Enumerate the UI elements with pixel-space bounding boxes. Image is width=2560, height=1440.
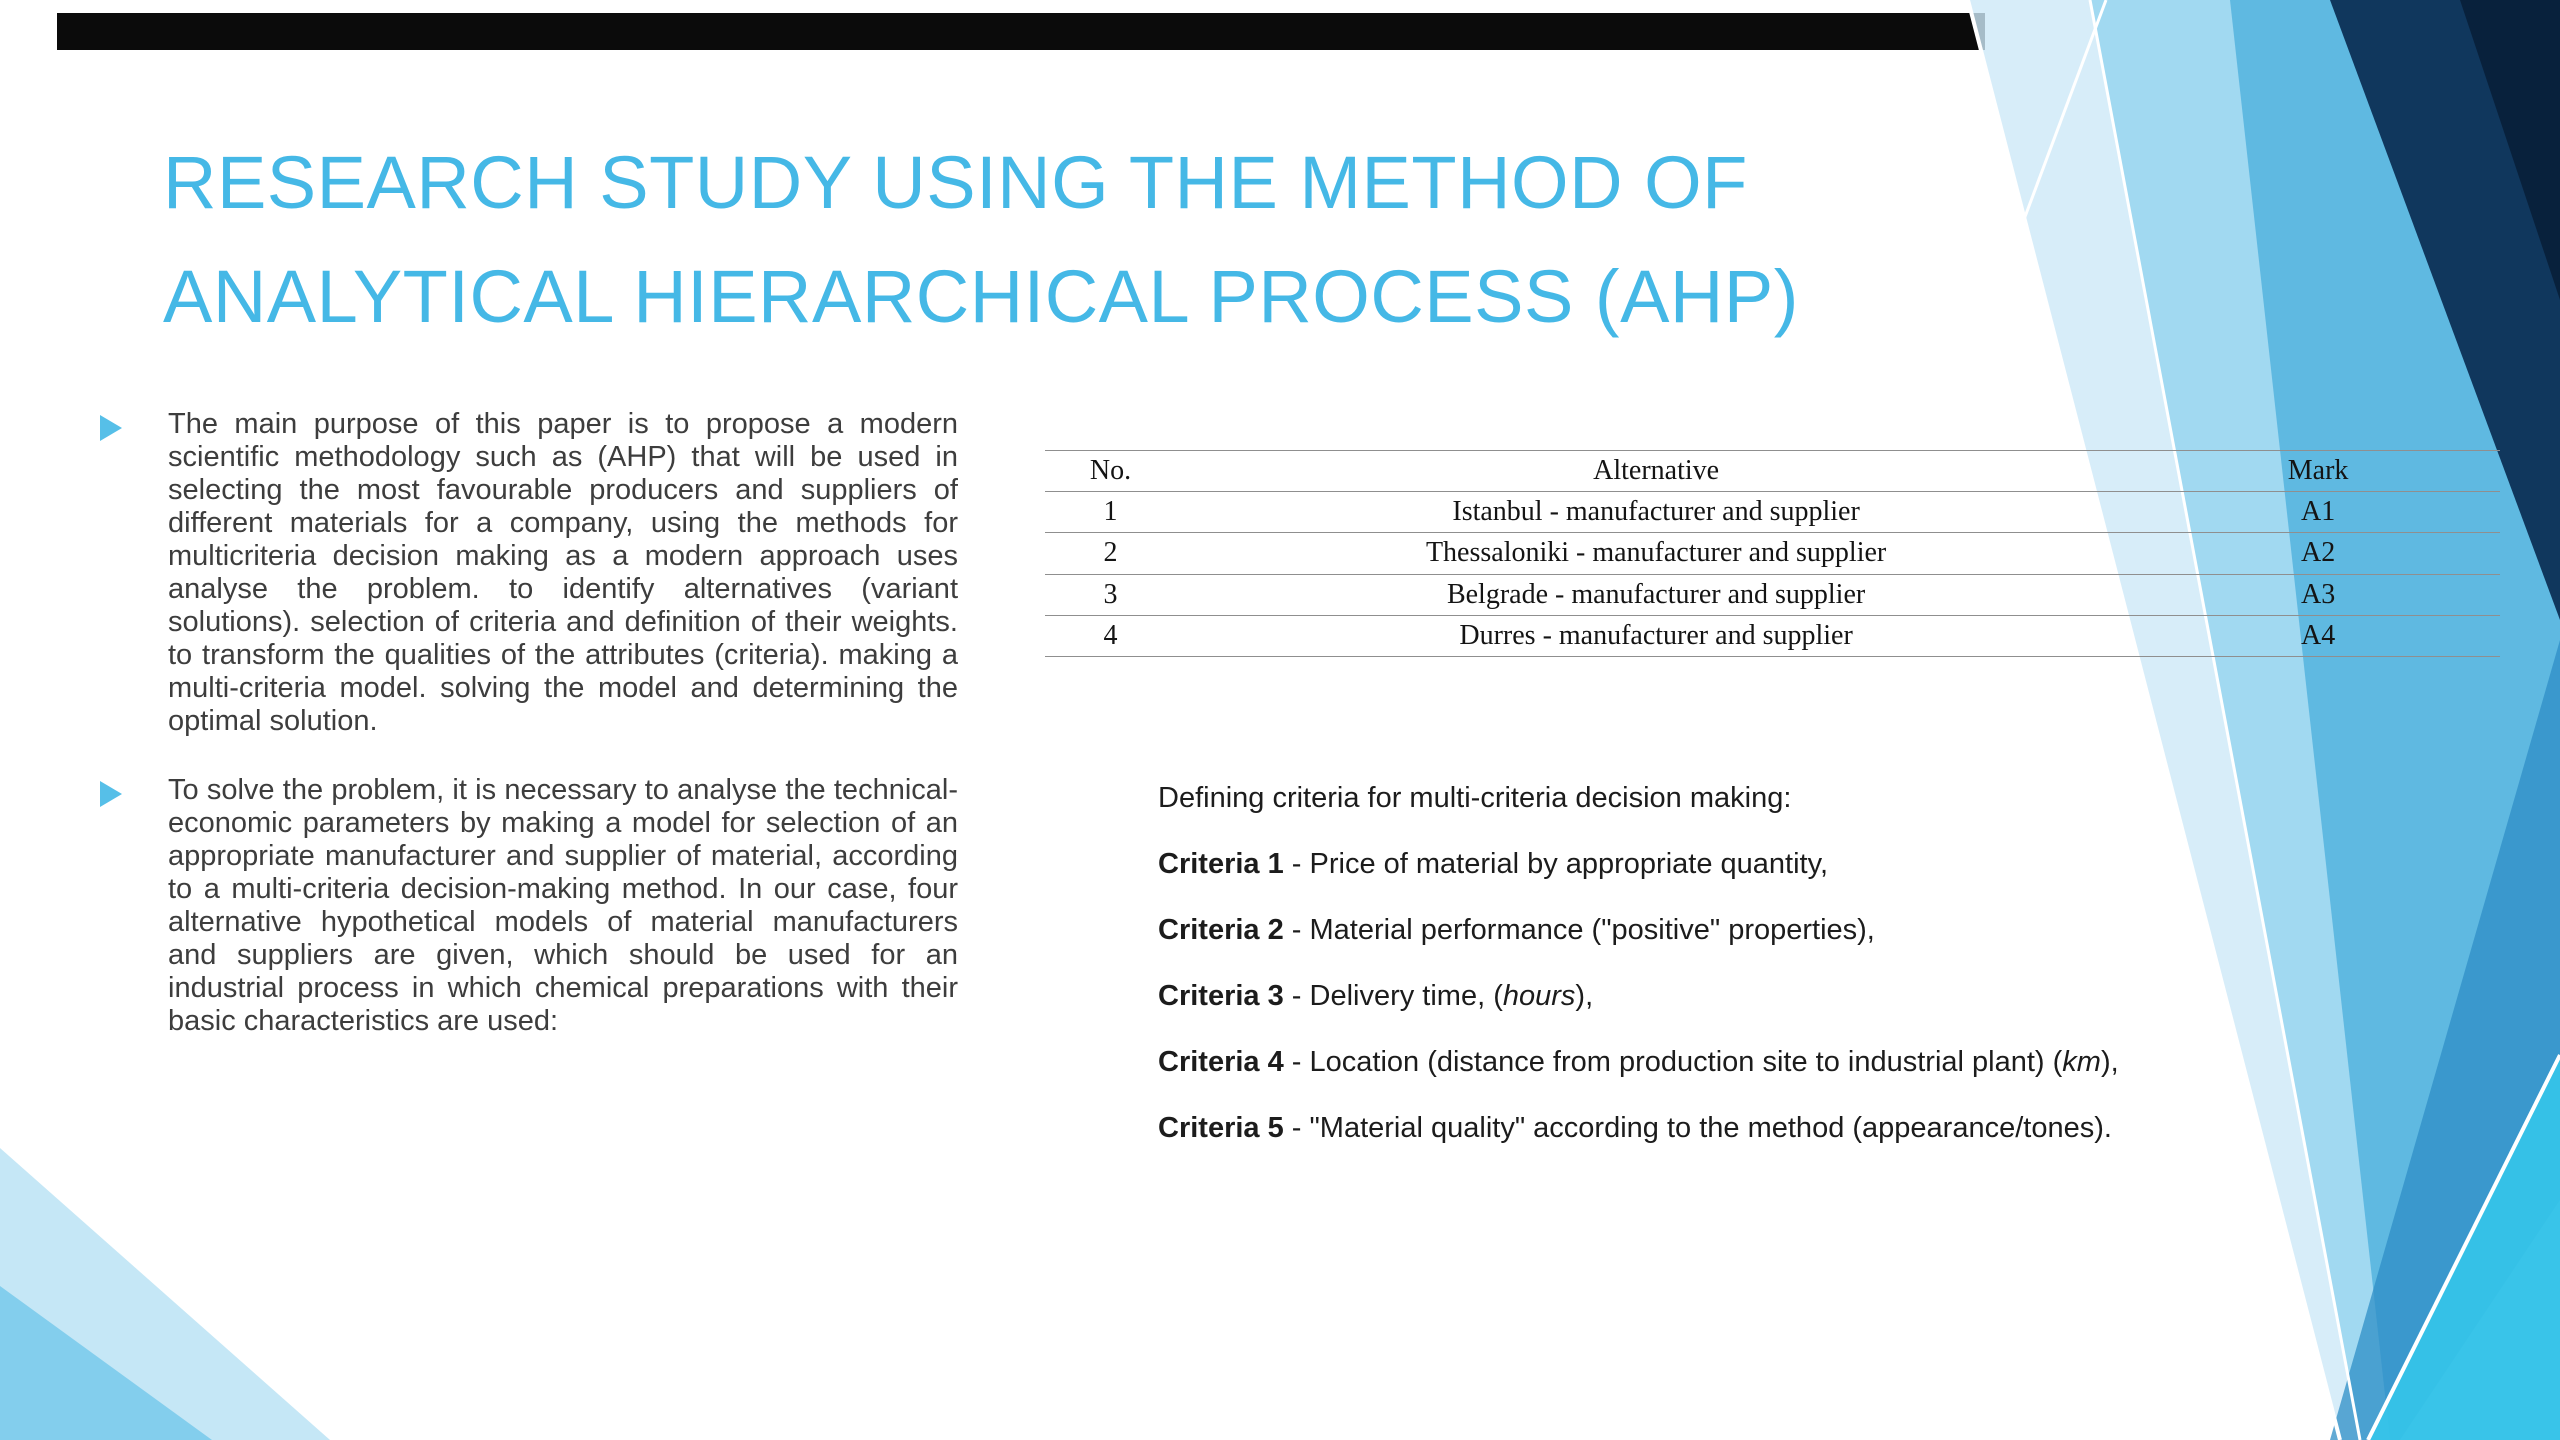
table-cell-no: 2 [1045, 533, 1176, 574]
table-row [1045, 492, 2500, 533]
criteria-text: - Location (distance from production site to industrial plant) ( [1283, 1046, 2063, 1078]
bottom-left-triangle-decoration [0, 1148, 330, 1440]
bullet-item [100, 408, 980, 738]
criteria-text: ), [1575, 980, 1594, 1012]
criteria-text: - "Material quality" according to the method (appearance/tones). [1283, 1112, 2112, 1144]
table-row [1045, 574, 2500, 615]
alternatives-table [1045, 450, 2500, 657]
criteria-text: ), [2100, 1046, 2119, 1078]
criteria-item [1158, 914, 2119, 947]
table-cell-mark: A2 [2136, 533, 2500, 574]
slide-title [163, 126, 1799, 354]
slide-title-line2: ANALYTICAL HIERARCHICAL PROCESS (AHP) [163, 255, 1799, 338]
table-header-row [1045, 451, 2500, 492]
table-cell-alternative: Durres - manufacturer and supplier [1176, 615, 2136, 656]
table-cell-alternative: Thessaloniki - manufacturer and supplier [1176, 533, 2136, 574]
criteria-label: Criteria 2 [1158, 914, 1284, 946]
table-cell-mark: A4 [2136, 615, 2500, 656]
table-cell-no: 4 [1045, 615, 1176, 656]
criteria-label: Criteria 1 [1158, 848, 1284, 880]
criteria-italic-text: km [2062, 1046, 2101, 1078]
table-cell-alternative: Istanbul - manufacturer and supplier [1176, 492, 2136, 533]
criteria-intro: Defining criteria for multi-criteria decision making: [1158, 782, 1792, 814]
bullet-arrow-icon [100, 774, 168, 1038]
criteria-item [1158, 1046, 2119, 1079]
criteria-text: - Price of material by appropriate quantity, [1283, 848, 1829, 880]
criteria-section [1158, 782, 2119, 1178]
table-cell-alternative: Belgrade - manufacturer and supplier [1176, 574, 2136, 615]
table-row [1045, 615, 2500, 656]
table-header-mark: Mark [2136, 451, 2500, 492]
bullet-item [100, 774, 980, 1038]
slide-title-line1: RESEARCH STUDY USING THE METHOD OF [163, 141, 1748, 224]
top-black-bar [57, 13, 1985, 50]
table-cell-no: 3 [1045, 574, 1176, 615]
criteria-item [1158, 848, 2119, 881]
bullet-list [100, 408, 980, 1074]
criteria-italic-text: hours [1502, 980, 1576, 1012]
table-cell-mark: A1 [2136, 492, 2500, 533]
bullet-text: The main purpose of this paper is to propose a modern scientific methodology such as (AHP) that will be used in selecting the most favourable producers and suppliers of different materials for a company, using the methods for multicriteria decision making as a modern approach uses analyse the problem. to identify alternatives (variant solutions). selection of criteria and definition of their weights. to transform the qualities of the attributes (criteria). making a multi-criteria model. solving the model and determining the optimal solution. [168, 408, 958, 737]
criteria-item [1158, 1112, 2119, 1145]
table-cell-mark: A3 [2136, 574, 2500, 615]
criteria-item [1158, 980, 2119, 1013]
criteria-label: Criteria 5 [1158, 1112, 1284, 1144]
table-row [1045, 533, 2500, 574]
criteria-label: Criteria 4 [1158, 1046, 1284, 1078]
criteria-label: Criteria 3 [1158, 980, 1284, 1012]
criteria-text: - Delivery time, ( [1283, 980, 1503, 1012]
bullet-text: To solve the problem, it is necessary to analyse the technical-economic parameters by making a model for selection of an appropriate manufacturer and supplier of material, according to a multi-criteria decision-making method. In our case, four alternative hypothetical models of material manufacturers and suppliers are given, which should be used for an industrial process in which chemical preparations with their basic characteristics are used: [168, 774, 958, 1037]
table-cell-no: 1 [1045, 492, 1176, 533]
table-header-no: No. [1045, 451, 1176, 492]
criteria-text: - Material performance ("positive" properties), [1283, 914, 1875, 946]
bullet-arrow-icon [100, 408, 168, 738]
table-header-alternative: Alternative [1176, 451, 2136, 492]
